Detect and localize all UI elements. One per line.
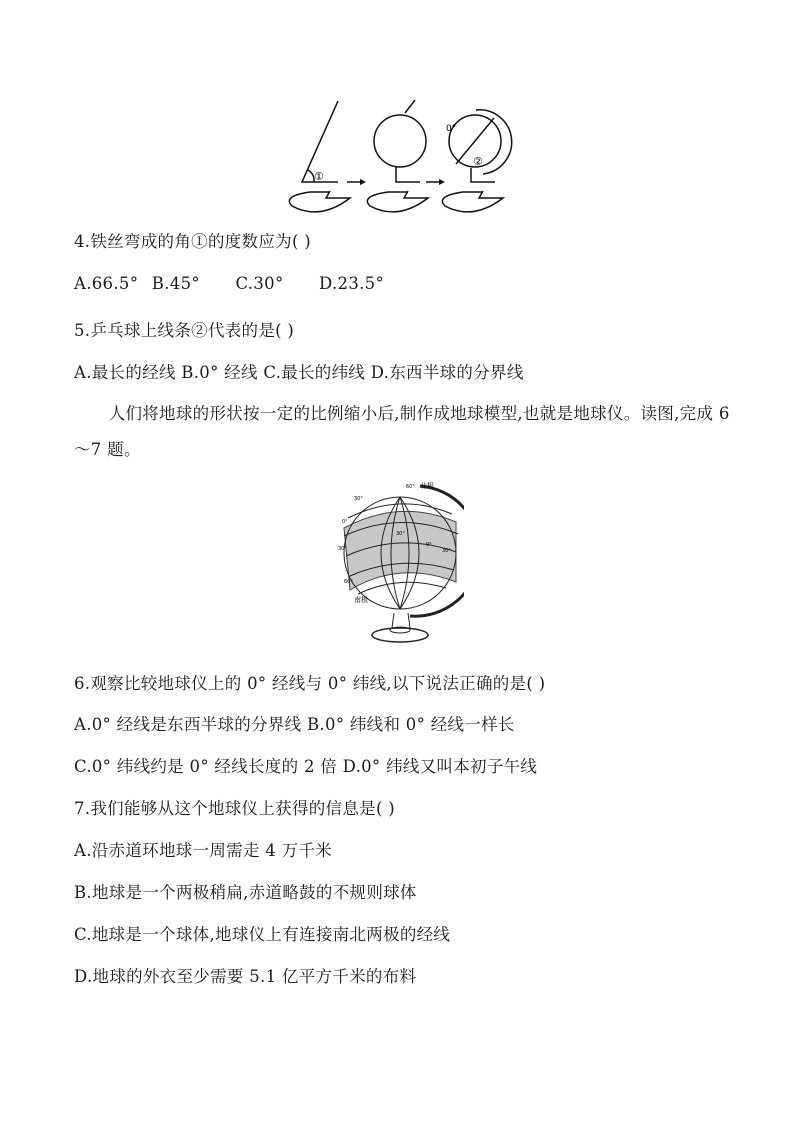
lat-label-0-left: 0°: [342, 519, 348, 525]
globe-stand-base: [372, 628, 428, 642]
q4-option-d[interactable]: D.23.5°: [319, 274, 385, 293]
north-pole-label: 北极: [420, 482, 434, 490]
label-angle-1: ①: [314, 170, 324, 183]
wire-base-3: [442, 191, 503, 212]
arrow-head-2: [439, 179, 445, 185]
globe-stand-neck: [392, 613, 410, 628]
q4-options: [74, 274, 384, 293]
q6-options-line2[interactable]: C.0° 纬线约是 0° 经线长度的 2 倍 D.0° 纬线又叫本初子午线: [74, 757, 538, 776]
lat-label-0-center: 0°: [426, 542, 432, 548]
q4-stem: 4.铁丝弯成的角①的度数应为( ): [74, 232, 311, 251]
q4-option-c[interactable]: C.30°: [235, 274, 284, 293]
q5-stem: 5.乒乓球上线条②代表的是( ): [74, 321, 295, 340]
lat-label-30s-left: 30°: [338, 546, 347, 552]
parallel-60s: [358, 582, 446, 594]
q6-stem: 6.观察比较地球仪上的 0° 经线与 0° 纬线,以下说法正确的是( ): [74, 674, 546, 693]
q7-stem: 7.我们能够从这个地球仪上获得的信息是( ): [74, 799, 395, 818]
q7-option-d[interactable]: D.地球的外衣至少需要 5.1 亿平方千米的布料: [74, 967, 417, 986]
lat-label-30-center: 30°: [396, 531, 405, 537]
lat-label-30n-left: 30°: [354, 496, 363, 502]
arrow-head-1: [360, 179, 366, 185]
lat-label-60s-left: 60°: [344, 579, 353, 585]
intro-paragraph: 人们将地球的形状按一定的比例缩小后,制作成地球模型,也就是地球仪。读图,完成 6～7 题。: [74, 404, 730, 459]
q4-option-b[interactable]: B.45°: [151, 274, 200, 293]
wire-top-2: [405, 100, 415, 113]
wire-base-2: [367, 191, 428, 212]
wire-base-1: [289, 191, 350, 212]
q7-option-c[interactable]: C.地球是一个球体,地球仪上有连接南北两极的经线: [74, 925, 451, 944]
ball-2: [374, 115, 426, 167]
globe-figure: [336, 478, 464, 650]
q7-option-a[interactable]: A.沿赤道环地球一周需走 4 万千米: [74, 841, 333, 860]
q6-options-line1[interactable]: A.0° 经线是东西半球的分界线 B.0° 纬线和 0° 经线一样长: [74, 715, 515, 734]
lat-label-60n: 60°: [406, 484, 415, 490]
label-0deg: 0°: [446, 124, 457, 134]
wire-stem-3: [471, 168, 495, 182]
q4-option-a[interactable]: A.66.5°: [74, 274, 139, 293]
wire-stem-2: [396, 167, 420, 182]
lat-label-30-right: 30°: [442, 548, 451, 554]
q7-option-b[interactable]: B.地球是一个两极稍扁,赤道略鼓的不规则球体: [74, 883, 417, 902]
wire-ball-diagram: [280, 96, 520, 220]
q5-options[interactable]: A.最长的经线 B.0° 经线 C.最长的纬线 D.东西半球的分界线: [74, 363, 524, 382]
south-pole-label: 南极: [354, 596, 368, 604]
label-line-2: ②: [473, 155, 483, 168]
